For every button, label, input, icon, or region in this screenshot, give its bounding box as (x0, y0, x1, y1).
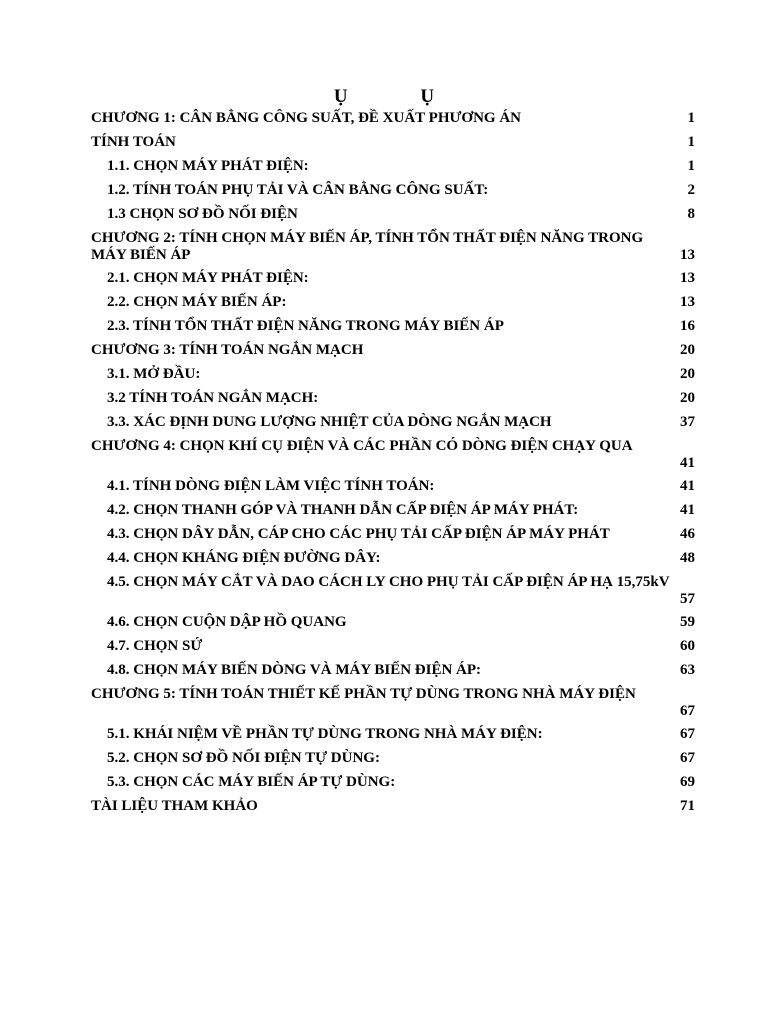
toc-entry-chapter-2 (91, 230, 695, 270)
toc-entry-chapter-1-cont (91, 134, 695, 158)
toc-entry-page: 8 (687, 206, 695, 222)
toc-entry-1-2 (91, 182, 695, 206)
toc-entry-page: 46 (680, 526, 695, 542)
toc-entry-page: 59 (680, 614, 695, 630)
toc-entry-label: CHƯƠNG 2: TÍNH CHỌN MÁY BIẾN ÁP, TÍNH TỔN THẤT ĐIỆN NĂNG TRONG MÁY BIẾN ÁP (91, 230, 644, 263)
toc-entry-page: 41 (680, 502, 695, 518)
toc-entry-page: 20 (680, 366, 695, 382)
toc-entry-page: 1 (687, 158, 695, 174)
toc-entry-page: 16 (680, 318, 695, 334)
toc-entry-label: 3.3. XÁC ĐỊNH DUNG LƯỢNG NHIỆT CỦA DÒNG NGẮN MẠCH (107, 414, 552, 430)
toc-entry-page: 67 (680, 750, 695, 766)
toc-entry-label: CHƯƠNG 1: CÂN BẰNG CÔNG SUẤT, ĐỀ XUẤT PHƯƠNG ÁN (91, 110, 522, 126)
toc-entry-5-2 (91, 750, 695, 774)
toc-entry-4-2 (91, 502, 695, 526)
toc-entry-page: 20 (680, 342, 695, 358)
toc-entry-label: CHƯƠNG 3: TÍNH TOÁN NGẮN MẠCH (91, 342, 364, 358)
toc-entry-5-1 (91, 726, 695, 750)
toc-entry-page: 67 (680, 726, 695, 742)
toc-entry-label: 4.1. TÍNH DÒNG ĐIỆN LÀM VIỆC TÍNH TOÁN: (107, 478, 435, 494)
toc-entry-label: TÍNH TOÁN (91, 134, 176, 150)
toc-entry-page: 60 (680, 638, 695, 654)
toc-entry-4-8 (91, 662, 695, 686)
toc-entry-label: 4.6. CHỌN CUỘN DẬP HỒ QUANG (107, 614, 347, 630)
toc-entry-label: CHƯƠNG 4: CHỌN KHÍ CỤ ĐIỆN VÀ CÁC PHẦN CÓ DÒNG ĐIỆN CHẠY QUA (91, 438, 633, 454)
toc-entry-chapter-4 (91, 438, 695, 478)
toc-entry-page: 13 (680, 247, 695, 263)
toc-entry-3-1 (91, 366, 695, 390)
toc-entry-chapter-5 (91, 686, 695, 726)
toc-entry-page: 13 (680, 270, 695, 286)
toc-entry-1-3 (91, 206, 695, 230)
toc-entry-page: 13 (680, 294, 695, 310)
toc-entry-references (91, 798, 695, 822)
toc-entry-4-3 (91, 526, 695, 550)
toc-title: Ụ Ụ (333, 86, 469, 107)
toc-entry-4-6 (91, 614, 695, 638)
toc-entry-label: 3.1. MỞ ĐẦU: (107, 366, 201, 382)
toc-entry-label: 5.2. CHỌN SƠ ĐỒ NỐI ĐIỆN TỰ DÙNG: (107, 750, 380, 766)
toc-entry-page: 63 (680, 662, 695, 678)
toc-entry-chapter-3 (91, 342, 695, 366)
toc-entry-label: 4.7. CHỌN SỨ (107, 638, 203, 654)
toc-entry-3-2 (91, 390, 695, 414)
toc-entry-label: 4.4. CHỌN KHÁNG ĐIỆN ĐƯỜNG DÂY: (107, 550, 381, 566)
toc-entry-label: 4.5. CHỌN MÁY CẮT VÀ DAO CÁCH LY CHO PHỤ TẢI CẤP ĐIỆN ÁP HẠ 15,75kV (107, 574, 670, 590)
toc-entry-page: 2 (687, 182, 695, 198)
toc-entry-page: 20 (680, 390, 695, 406)
toc-entry-page: 48 (680, 550, 695, 566)
toc-entry-5-3 (91, 774, 695, 798)
table-of-contents (91, 110, 695, 822)
toc-entry-chapter-1 (91, 110, 695, 134)
toc-entry-label: 1.1. CHỌN MÁY PHÁT ĐIỆN: (107, 158, 309, 174)
toc-entry-label: 5.1. KHÁI NIỆM VỀ PHẦN TỰ DÙNG TRONG NHÀ MÁY ĐIỆN: (107, 726, 543, 742)
toc-entry-label: 5.3. CHỌN CÁC MÁY BIẾN ÁP TỰ DÙNG: (107, 774, 396, 790)
toc-entry-page: 1 (687, 110, 695, 126)
toc-entry-3-3 (91, 414, 695, 438)
toc-entry-2-1 (91, 270, 695, 294)
toc-entry-page: 1 (687, 134, 695, 150)
toc-entry-label: 1.3 CHỌN SƠ ĐỒ NỐI ĐIỆN (107, 206, 298, 222)
toc-entry-label: CHƯƠNG 5: TÍNH TOÁN THIẾT KẾ PHẦN TỰ DÙNG TRONG NHÀ MÁY ĐIỆN (91, 686, 636, 702)
toc-entry-label: 2.3. TÍNH TỔN THẤT ĐIỆN NĂNG TRONG MÁY BIẾN ÁP (107, 318, 504, 334)
toc-entry-page: 37 (680, 414, 695, 430)
toc-entry-page: 57 (680, 591, 695, 607)
toc-entry-4-7 (91, 638, 695, 662)
toc-entry-page: 67 (680, 703, 695, 719)
toc-entry-4-5 (91, 574, 695, 614)
toc-entry-label: 4.2. CHỌN THANH GÓP VÀ THANH DẪN CẤP ĐIỆN ÁP MÁY PHÁT: (107, 502, 579, 518)
toc-entry-label: 1.2. TÍNH TOÁN PHỤ TẢI VÀ CÂN BẰNG CÔNG SUẤT: (107, 182, 489, 198)
toc-entry-page: 41 (680, 455, 695, 471)
toc-entry-2-3 (91, 318, 695, 342)
toc-entry-4-4 (91, 550, 695, 574)
toc-entry-label: 2.1. CHỌN MÁY PHÁT ĐIỆN: (107, 270, 309, 286)
toc-entry-page: 41 (680, 478, 695, 494)
toc-entry-label: 2.2. CHỌN MÁY BIẾN ÁP: (107, 294, 287, 310)
toc-entry-label: 4.3. CHỌN DÂY DẪN, CÁP CHO CÁC PHỤ TẢI CẤP ĐIỆN ÁP MÁY PHÁT (107, 526, 610, 542)
toc-entry-4-1 (91, 478, 695, 502)
toc-entry-label: TÀI LIỆU THAM KHẢO (91, 798, 258, 814)
toc-entry-page: 69 (680, 774, 695, 790)
toc-entry-2-2 (91, 294, 695, 318)
toc-entry-label: 3.2 TÍNH TOÁN NGẮN MẠCH: (107, 390, 319, 406)
toc-entry-1-1 (91, 158, 695, 182)
toc-entry-page: 71 (680, 798, 695, 814)
toc-entry-label: 4.8. CHỌN MÁY BIẾN DÒNG VÀ MÁY BIẾN ĐIỆN ÁP: (107, 662, 482, 678)
